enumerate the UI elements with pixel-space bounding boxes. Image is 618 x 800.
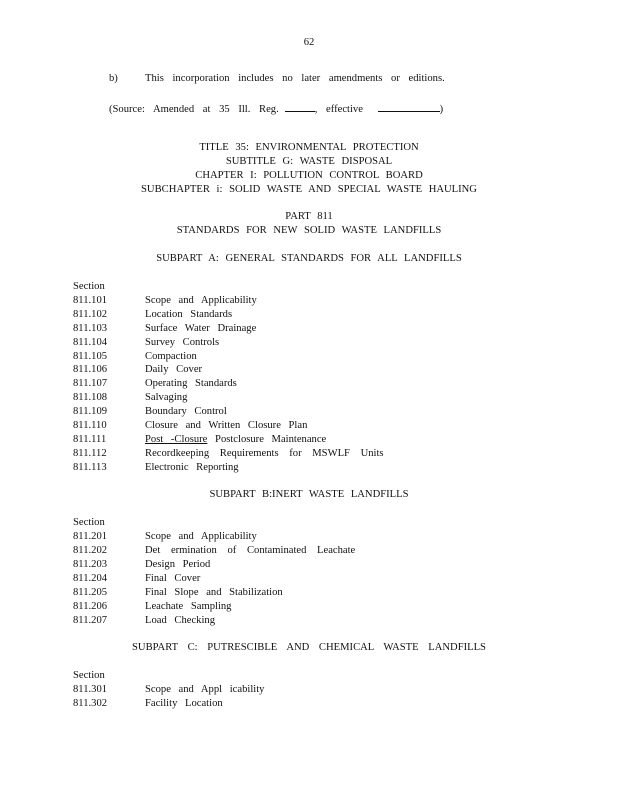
section-title: Electronic Reporting [145, 462, 239, 473]
section-title: Scope and Applicability [145, 531, 257, 542]
heading-part-title: STANDARDS FOR NEW SOLID WASTE LANDFILLS [176, 225, 442, 236]
section-number: 811.112 [73, 448, 107, 459]
source-prefix: (Source: Amended at 35 Ill. Reg. [109, 104, 279, 115]
section-title: Survey Controls [145, 337, 220, 348]
section-title: Daily Cover [145, 364, 203, 375]
section-number: 811.206 [73, 601, 108, 612]
section-title: Final Slope and Stabilization [145, 587, 283, 598]
section-number: 811.108 [73, 392, 108, 403]
section-title: Det ermination of Contaminated Leachate [145, 545, 356, 556]
section-title: Closure and Written Closure Plan [145, 420, 308, 431]
source-suffix: ) [439, 104, 444, 115]
section-title: Location Standards [145, 309, 233, 320]
source-note [109, 102, 443, 116]
section-number: 811.204 [73, 573, 108, 584]
heading-subchapter: SUBCHAPTER i: SOLID WASTE AND SPECIAL WASTE HAULING [141, 184, 477, 195]
section-number: 811.201 [73, 531, 108, 542]
heading-part: PART 811 [285, 211, 333, 222]
page-number: 62 [303, 37, 315, 48]
section-title: Facility Location [145, 698, 223, 709]
section-number: 811.101 [73, 295, 108, 306]
section-number: 811.302 [73, 698, 108, 709]
section-title: Scope and Appl icability [145, 684, 265, 695]
section-title: Boundary Control [145, 406, 227, 417]
section-number: 811.301 [73, 684, 108, 695]
section-title: Load Checking [145, 615, 216, 626]
section-title: Final Cover [145, 573, 201, 584]
section-title-amended [145, 435, 326, 446]
section-number: 811.104 [73, 337, 108, 348]
section-label: Section [73, 670, 105, 681]
section-title: Operating Standards [145, 378, 237, 389]
struck-title-text: Post -Closure [145, 434, 208, 445]
heading-chapter: CHAPTER I: POLLUTION CONTROL BOARD [195, 170, 423, 181]
section-number: 811.103 [73, 323, 108, 334]
section-number: 811.202 [73, 545, 108, 556]
section-number: 811.205 [73, 587, 108, 598]
section-number: 811.113 [73, 462, 107, 473]
section-title: Compaction [145, 351, 197, 362]
source-middle: , effective [314, 104, 363, 115]
subpart-c-title: SUBPART C: PUTRESCIBLE AND CHEMICAL WASTE LANDFILLS [132, 642, 486, 653]
section-title: Salvaging [145, 392, 188, 403]
section-number: 811.105 [73, 351, 108, 362]
section-number: 811.207 [73, 615, 108, 626]
section-label: Section [73, 281, 105, 292]
section-title: Design Period [145, 559, 211, 570]
item-marker: b) [109, 73, 118, 84]
heading-subtitle: SUBTITLE G: WASTE DISPOSAL [225, 156, 393, 167]
section-number: 811.107 [73, 378, 108, 389]
section-number: 811.203 [73, 559, 108, 570]
subpart-a-title: SUBPART A: GENERAL STANDARDS FOR ALL LANDFILLS [156, 253, 462, 264]
section-number: 811.109 [73, 406, 108, 417]
section-title: Scope and Applicability [145, 295, 257, 306]
effective-date-blank [378, 102, 440, 112]
heading-title: TITLE 35: ENVIRONMENTAL PROTECTION [199, 142, 419, 153]
section-number: 811.110 [73, 420, 107, 431]
register-blank [285, 102, 315, 112]
section-title: Surface Water Drainage [145, 323, 257, 334]
section-title: Postclosure Maintenance [215, 434, 327, 445]
item-text: This incorporation includes no later amendments or editions. [145, 73, 445, 84]
section-number: 811.106 [73, 364, 108, 375]
section-number: 811.111 [73, 434, 107, 445]
section-number: 811.102 [73, 309, 108, 320]
section-title: Recordkeeping Requirements for MSWLF Units [145, 448, 384, 459]
section-title: Leachate Sampling [145, 601, 232, 612]
section-label: Section [73, 517, 105, 528]
subpart-b-title: SUBPART B:INERT WASTE LANDFILLS [209, 489, 409, 500]
